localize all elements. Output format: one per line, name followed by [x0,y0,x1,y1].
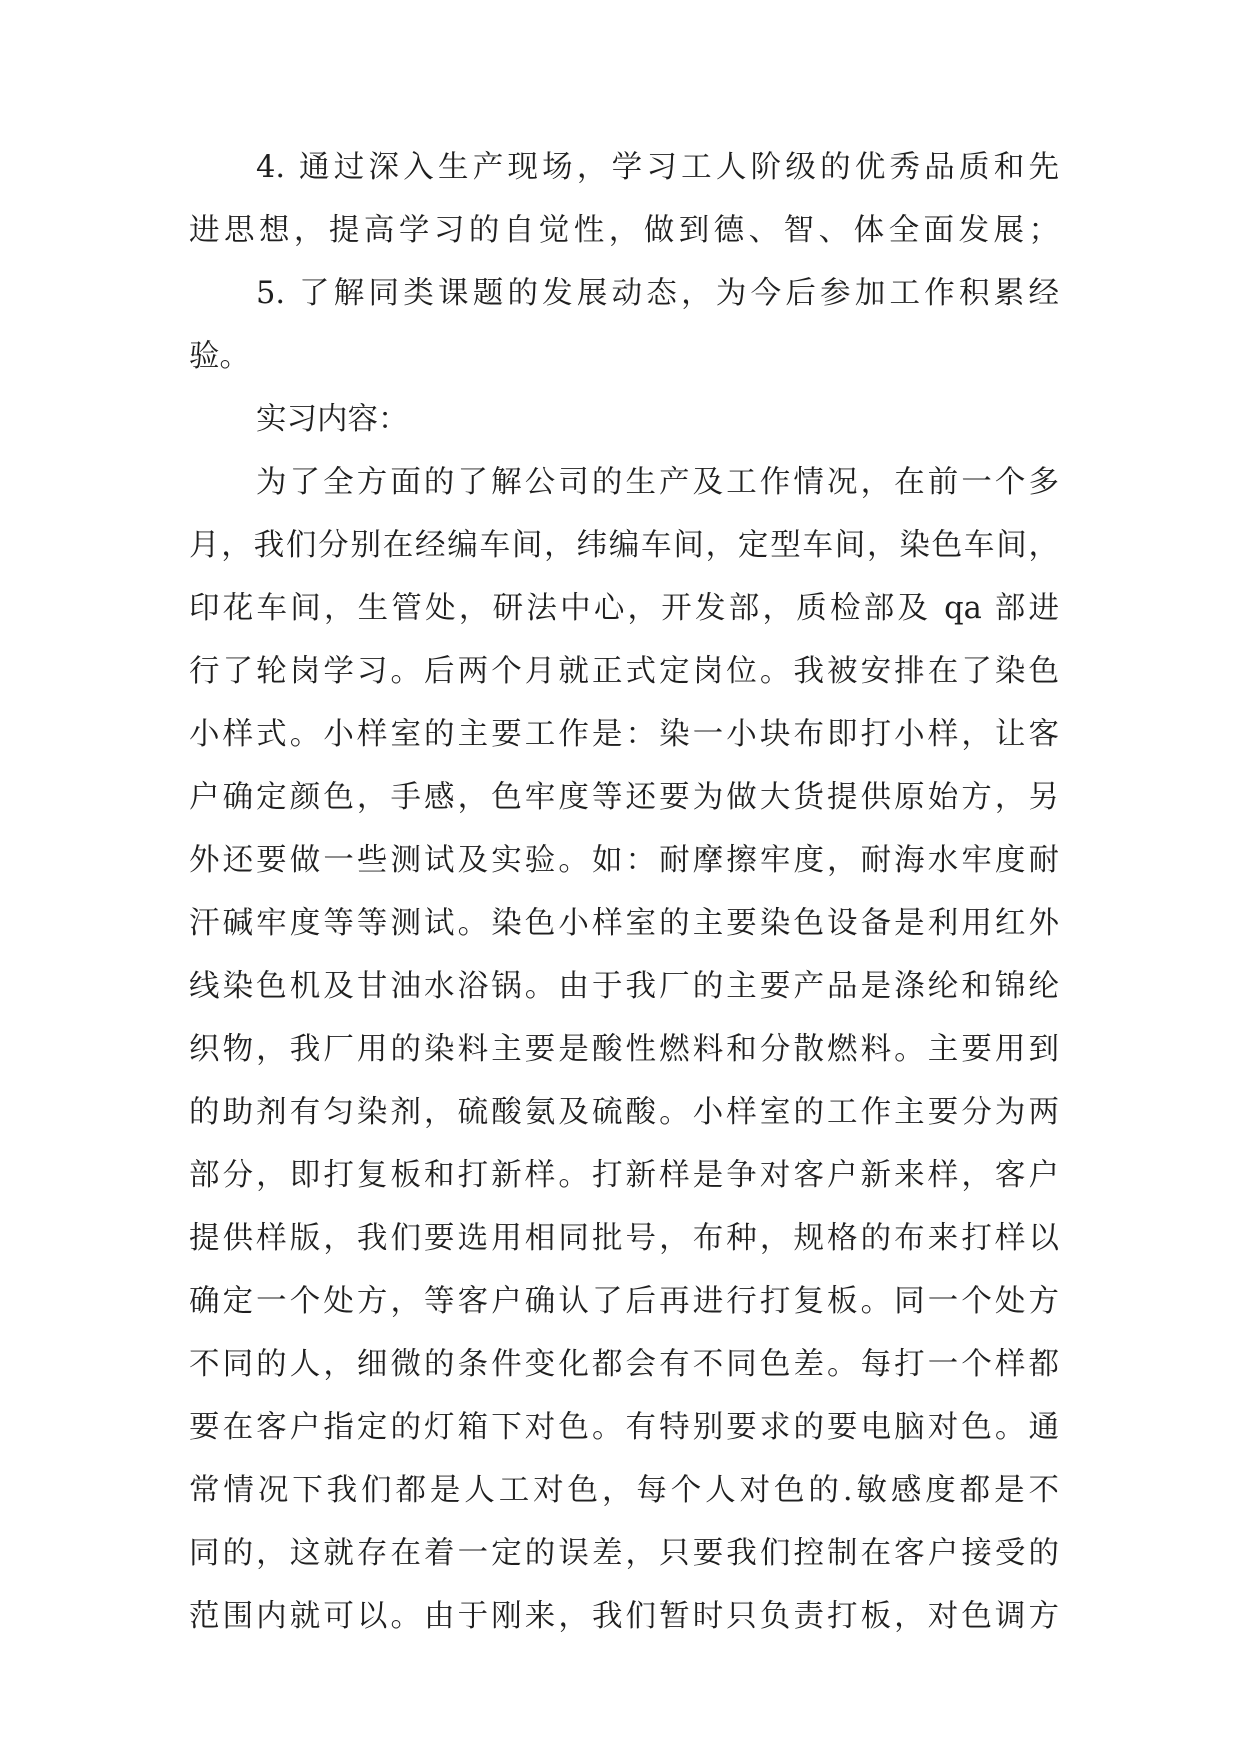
text-line: 小样式。小样室的主要工作是：染一小块布即打小样，让客 [189,717,1059,752]
text-line: 4. 通过深入生产现场，学习工人阶级的优秀品质和先 [256,150,1059,185]
text-line: 月，我们分别在经编车间，纬编车间，定型车间，染色车间， [189,528,1059,563]
text-line: 不同的人，细微的条件变化都会有不同色差。每打一个样都 [189,1347,1059,1382]
text-line: 常情况下我们都是人工对色，每个人对色的.敏感度都是不 [189,1473,1059,1508]
text-line: 织物，我厂用的染料主要是酸性燃料和分散燃料。主要用到 [189,1032,1059,1067]
text-line: 同的，这就存在着一定的误差，只要我们控制在客户接受的 [189,1536,1059,1571]
text-line: 范围内就可以。由于刚来，我们暂时只负责打板，对色调方 [189,1599,1059,1634]
text-line: 5. 了解同类课题的发展动态，为今后参加工作积累经 [256,276,1059,311]
text-line: 户确定颜色，手感，色牢度等还要为做大货提供原始方，另 [189,780,1059,815]
text-line: 线染色机及甘油水浴锅。由于我厂的主要产品是涤纶和锦纶 [189,969,1059,1004]
text-line: 外还要做一些测试及实验。如：耐摩擦牢度，耐海水牢度耐 [189,843,1059,878]
text-line: 的助剂有匀染剂，硫酸氨及硫酸。小样室的工作主要分为两 [189,1095,1059,1130]
text-line: 进思想，提高学习的自觉性，做到德、智、体全面发展； [189,213,1059,248]
text-line: 提供样版，我们要选用相同批号，布种，规格的布来打样以 [189,1221,1059,1256]
text-line: 要在客户指定的灯箱下对色。有特别要求的要电脑对色。通 [189,1410,1059,1445]
text-line: 汗碱牢度等等测试。染色小样室的主要染色设备是利用红外 [189,906,1059,941]
text-line: 确定一个处方，等客户确认了后再进行打复板。同一个处方 [189,1284,1059,1319]
text-line: 部分，即打复板和打新样。打新样是争对客户新来样，客户 [189,1158,1059,1193]
text-line: 行了轮岗学习。后两个月就正式定岗位。我被安排在了染色 [189,654,1059,689]
text-line: 为了全方面的了解公司的生产及工作情况，在前一个多 [256,465,1059,500]
text-line: 印花车间，生管处，研法中心，开发部，质检部及 qa 部进 [189,591,1059,626]
section-heading: 实习内容： [256,402,409,437]
text-line: 验。 [189,339,250,374]
